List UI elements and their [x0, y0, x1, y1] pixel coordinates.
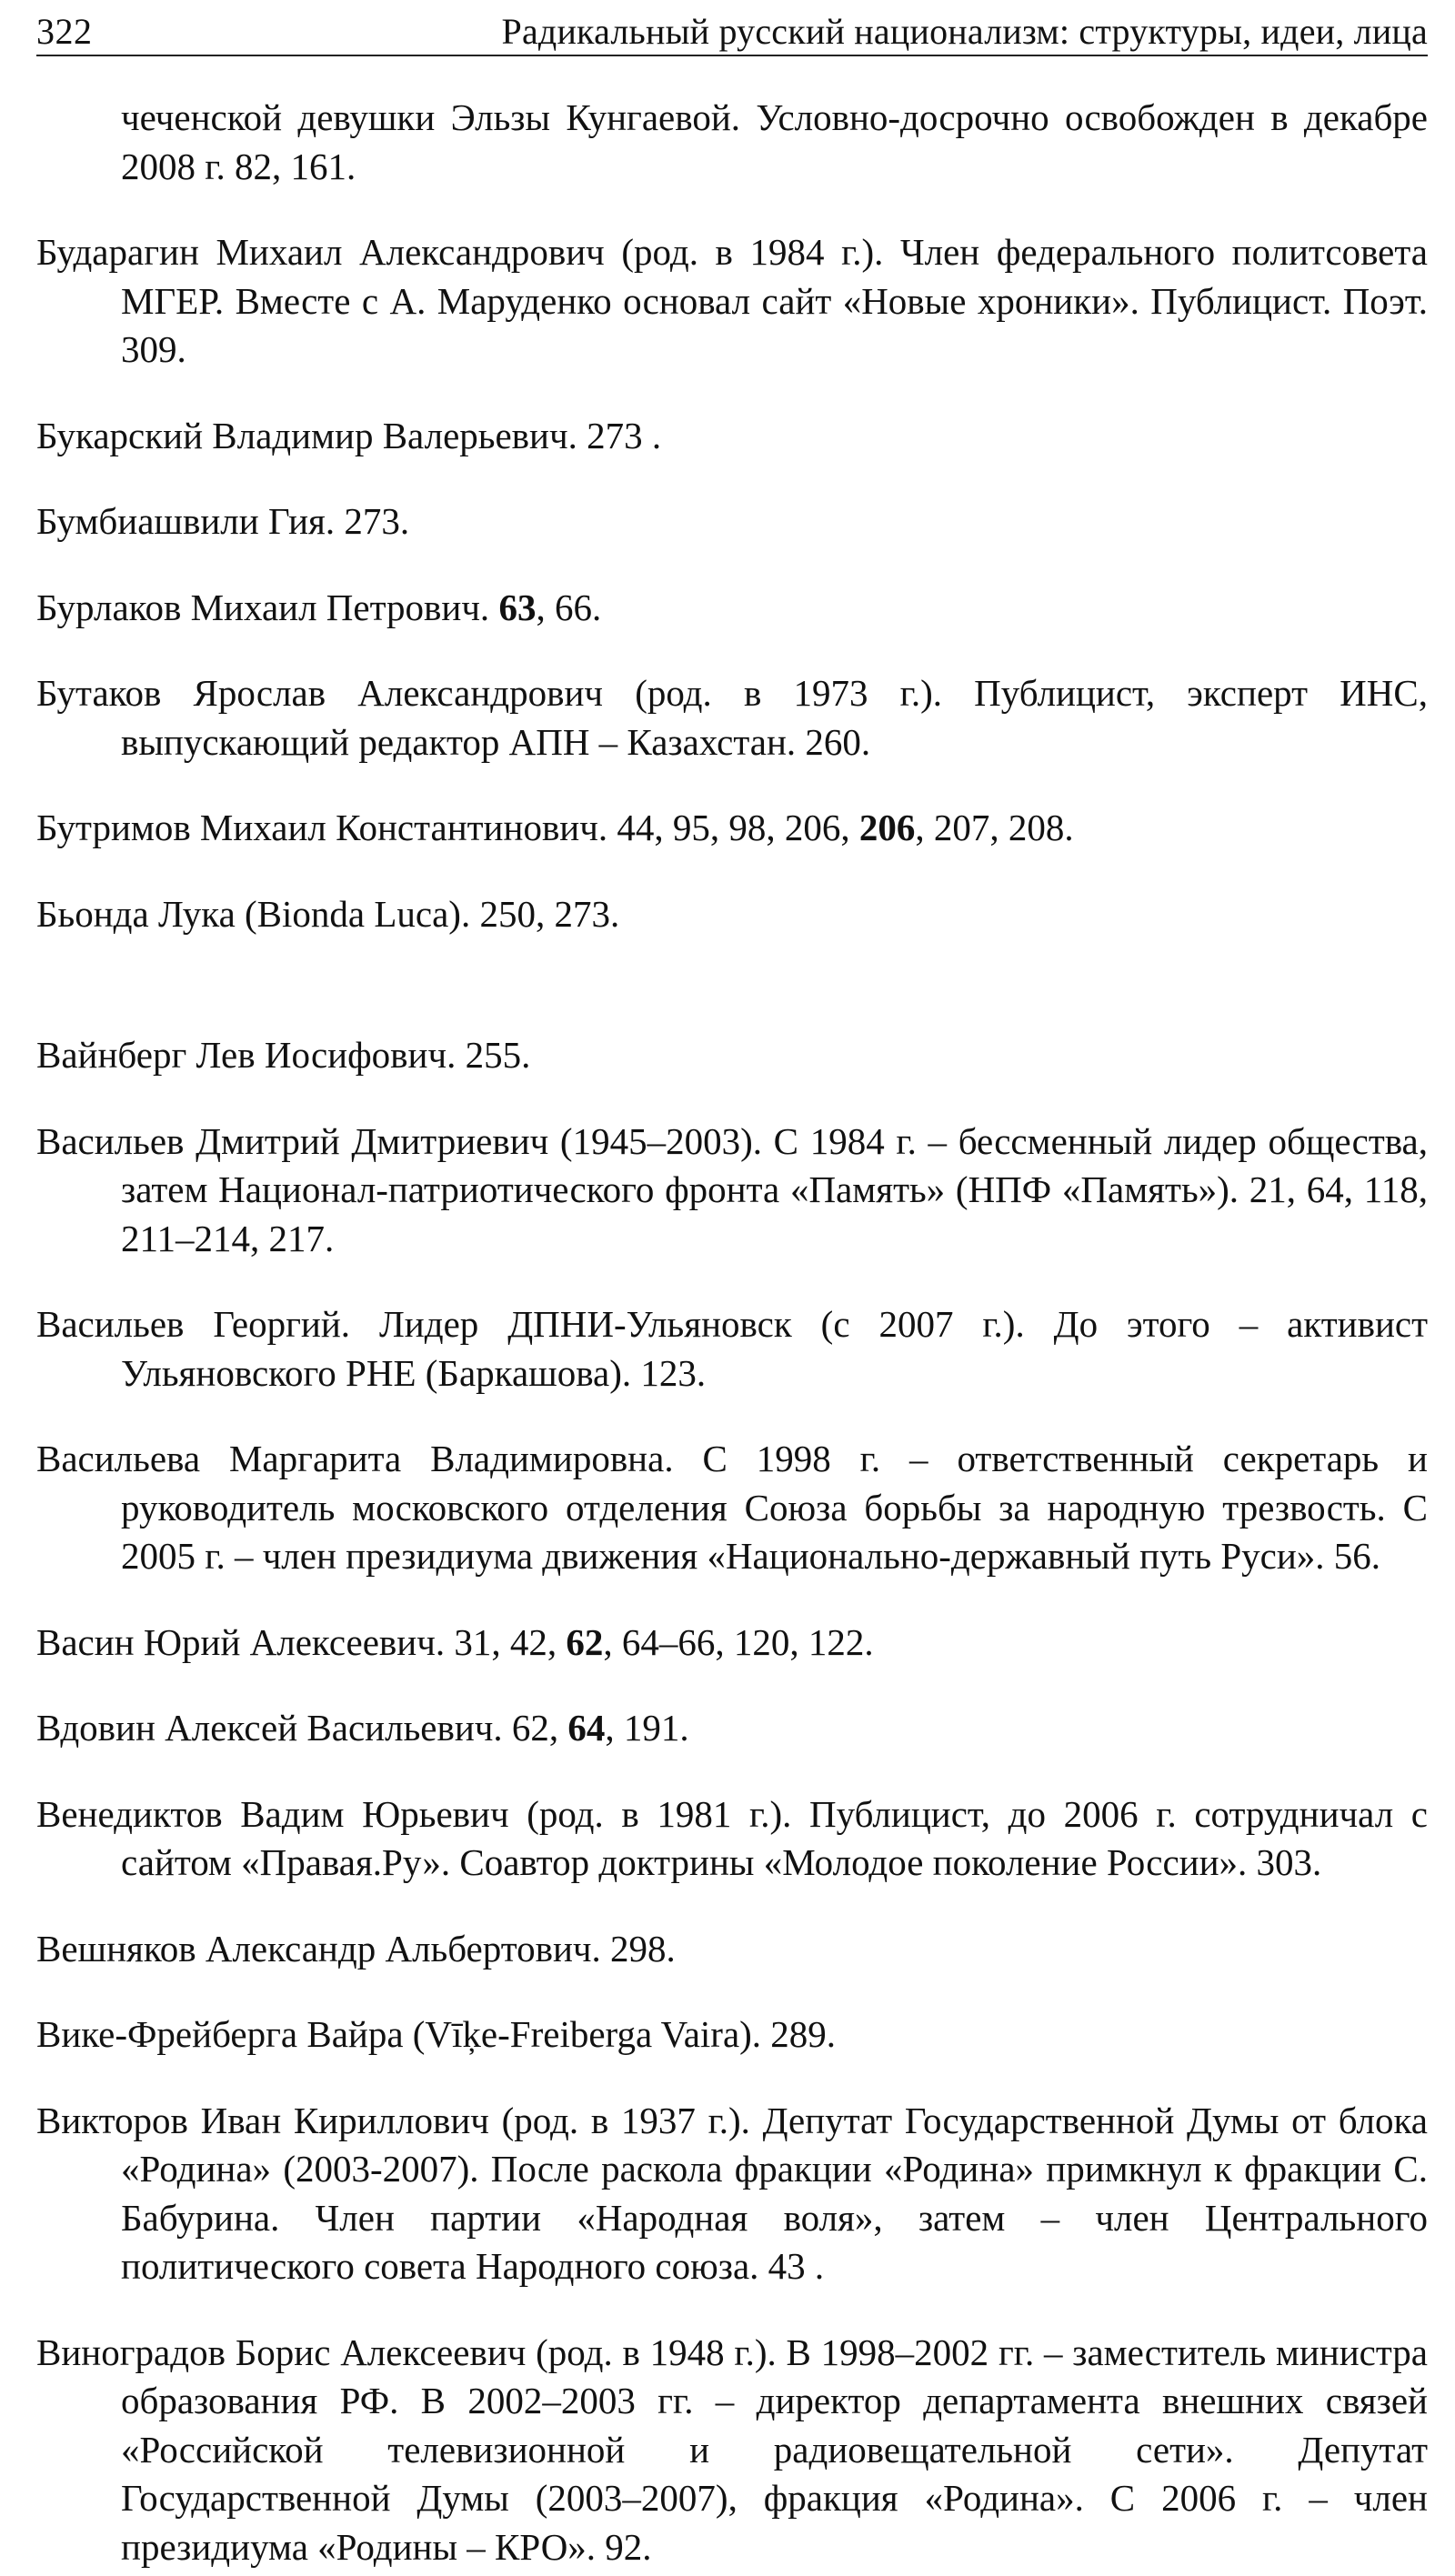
running-head — [36, 4, 1428, 56]
index-entry-veshnyakov: Вешняков Александр Альбертович. 298. — [36, 1927, 676, 1970]
bold-page-ref: 63 — [498, 586, 537, 628]
index-entry-butakov: Бутаков Ярослав Александрович (род. в 1973 г.). Публицист, эксперт ИНС, выпускающий редактор АПН – Казахстан. 260. — [36, 672, 1428, 763]
index-entry-vasilieva: Васильева Маргарита Владимировна. С 1998 г. – ответственный секретарь и руководитель московского отделения Союза борьбы за народную трезвость. С 2005 г. – член президиума движения «Национально-державный путь Руси». 56. — [36, 1438, 1428, 1577]
index-entry-butrimov — [36, 804, 1428, 853]
bold-page-ref: 64 — [567, 1707, 606, 1749]
index-entry-vainberg: Вайнберг Лев Иосифович. 255. — [36, 1034, 531, 1076]
index-entry-budaragin: Бударагин Михаил Александрович (род. в 1984 г.). Член федерального политсовета МГЕР. Вместе с А. Маруденко основал сайт «Новые хроники». Публицист. Поэт. 309. — [36, 231, 1428, 370]
index-entry-viktorov: Викторов Иван Кириллович (род. в 1937 г.). Депутат Государственной Думы от блока «Родина» (2003-2007). После раскола фракции «Родина» примкнул к фракции С. Бабурина. Член партии «Народная воля», затем – член Центрального политического совета Народного союза. 43 . — [36, 2099, 1428, 2287]
entry-text: , 207, 208. — [915, 807, 1074, 848]
bold-page-ref: 206 — [858, 807, 916, 848]
index-entry-bionda: Бьонда Лука (Bionda Luca). 250, 273. — [36, 892, 620, 935]
index-entry-burlakov — [36, 584, 1428, 633]
index-entry-venediktov: Венедиктов Вадим Юрьевич (род. в 1981 г.). Публицист, до 2006 г. сотрудничал с сайтом «Правая.Ру». Соавтор доктрины «Молодое поколение России». 303. — [36, 1792, 1428, 1883]
entry-text: Вдовин Алексей Васильевич. 62, — [36, 1707, 568, 1749]
book-title: Радикальный русский национализм: структуры, идеи, лица — [501, 11, 1428, 52]
index-entry-vasiliev-georgy: Васильев Георгий. Лидер ДПНИ-Ульяновск (с 2007 г.). До этого – активист Ульяновского РНЕ (Баркашова). 123. — [36, 1303, 1428, 1394]
name-index — [36, 94, 1428, 2571]
page-number: 322 — [36, 11, 93, 52]
index-entry-vasin — [36, 1619, 1428, 1668]
entry-text: Бурлаков Михаил Петрович. — [36, 586, 499, 628]
letter-section-gap — [36, 943, 1428, 994]
index-entry-vike-freiberga: Вике-Фрейберга Вайра (Vīķe-Freiberga Vaira). 289. — [36, 2013, 837, 2055]
entry-text: , 66. — [536, 586, 602, 628]
index-entry-bukarsky: Букарский Владимир Валерьевич. 273 . — [36, 414, 662, 456]
bold-page-ref: 62 — [566, 1620, 604, 1663]
index-entry-vasiliev-dmitry: Васильев Дмитрий Дмитриевич (1945–2003). С 1984 г. – бессменный лидер общества, затем Национал-патриотического фронта «Память» (НПФ «Память»). 21, 64, 118, 211–214, 217. — [36, 1119, 1428, 1259]
book-page — [36, 0, 1428, 2576]
index-entry-bumbiashvili: Бумбиашвили Гия. 273. — [36, 500, 410, 542]
index-entry-vinogradov: Виноградов Борис Алексеевич (род. в 1948 г.). В 1998–2002 гг. – заместитель министра образования РФ. В 2002–2003 гг. – директор департамента внешних связей «Российской телевизионной и радиовещательной сети». Депутат Государственной Думы (2003–2007), фракция «Родина». С 2006 г. – член президиума «Родины – КРО». 92. — [36, 2330, 1428, 2568]
index-entry-kungaeva-continuation: чеченской девушки Эльзы Кунгаевой. Условно-досрочно освобожден в декабре 2008 г. 82, 161. — [121, 96, 1428, 187]
entry-text: , 191. — [605, 1707, 689, 1749]
index-entry-vdovin — [36, 1704, 1428, 1753]
entry-text: Васин Юрий Алексеевич. 31, 42, — [36, 1620, 567, 1663]
entry-text: , 64–66, 120, 122. — [603, 1620, 874, 1663]
entry-text: Бутримов Михаил Константинович. 44, 95, 98, 206, — [36, 807, 859, 848]
